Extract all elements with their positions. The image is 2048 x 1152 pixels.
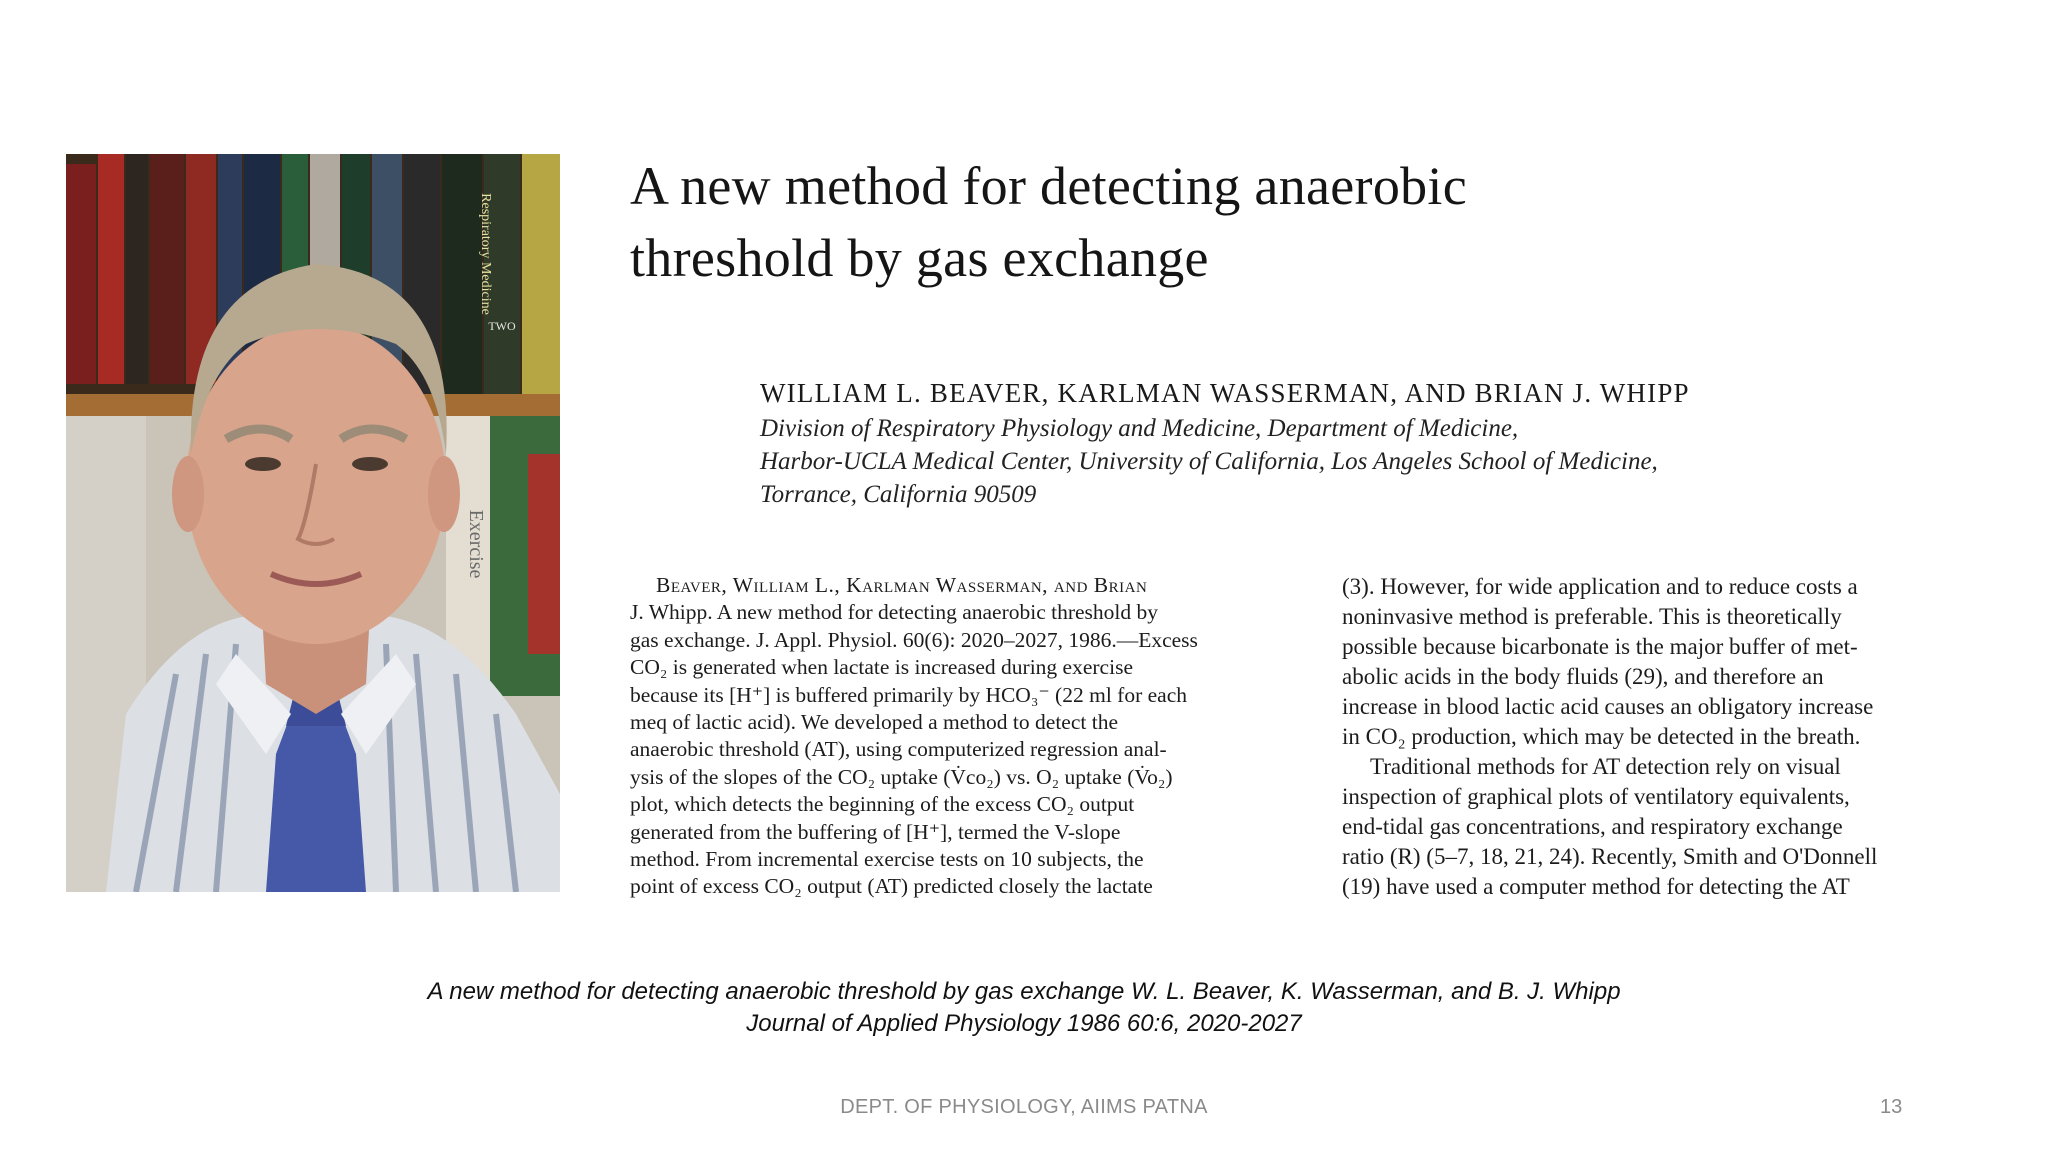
abstract-line: J. Whipp. A new method for detecting anaerobic threshold by (630, 600, 1159, 625)
abstract-line: generated from the buffering of [H⁺], termed the V-slope (630, 819, 1121, 844)
body-line: possible because bicarbonate is the major buffer of met- (1342, 634, 1858, 659)
body-column (1342, 572, 2030, 902)
affiliation-line: Division of Respiratory Physiology and Medicine, Department of Medicine, (760, 415, 1519, 442)
body-line: end-tidal gas concentrations, and respiratory exchange (1342, 814, 1843, 839)
abstract-line: ysis of the slopes of the CO₂ uptake (V̇co₂) vs. O₂ uptake (V̇o₂) (630, 764, 1173, 789)
body-line: (3). However, for wide application and to reduce costs a (1342, 574, 1858, 599)
paper-title-line: A new method for detecting anaerobic (630, 156, 1467, 216)
abstract-line: method. From incremental exercise tests on 10 subjects, the (630, 847, 1144, 872)
paper-affiliation (760, 412, 1658, 511)
body-line: (19) have used a computer method for detecting the AT (1342, 874, 1850, 899)
body-line: ratio (R) (5–7, 18, 21, 24). Recently, Smith and O'Donnell (1342, 844, 1878, 869)
abstract-line: anaerobic threshold (AT), using computerized regression anal- (630, 737, 1167, 762)
body-line: Traditional methods for AT detection rely on visual (1370, 754, 1841, 779)
paper-title-line: threshold by gas exchange (630, 228, 1209, 288)
affiliation-line: Torrance, California 90509 (760, 481, 1037, 508)
abstract-line: gas exchange. J. Appl. Physiol. 60(6): 2020–2027, 1986.—Excess (630, 627, 1198, 652)
paper-excerpt (630, 140, 2030, 910)
body-line: inspection of graphical plots of ventilatory equivalents, (1342, 784, 1850, 809)
citation-caption (0, 976, 2048, 1040)
abstract-line: meq of lactic acid). We developed a method to detect the (630, 710, 1118, 735)
paper-authors: WILLIAM L. BEAVER, KARLMAN WASSERMAN, AND BRIAN J. WHIPP (760, 378, 1690, 408)
slide-number: 13 (1880, 1096, 1903, 1118)
footer-department: DEPT. OF PHYSIOLOGY, AIIMS PATNA (840, 1096, 1208, 1118)
paper-title (630, 150, 1467, 294)
book-spine-text: TWO (488, 319, 516, 333)
abstract-line: CO₂ is generated when lactate is increased during exercise (630, 655, 1133, 680)
body-line: noninvasive method is preferable. This is theoretically (1342, 604, 1842, 629)
caption-line: A new method for detecting anaerobic threshold by gas exchange W. L. Beaver, K. Wasserman, and B. J. Whipp (427, 978, 1621, 1005)
abstract-line: point of excess CO₂ output (AT) predicted closely the lactate (630, 874, 1153, 899)
author-photo (66, 154, 560, 892)
body-line: increase in blood lactic acid causes an obligatory increase (1342, 694, 1874, 719)
book-spine-text: Respiratory Medicine (478, 193, 493, 315)
book-spine-text: Exercise (465, 509, 487, 579)
caption-line: Journal of Applied Physiology 1986 60:6, 2020-2027 (746, 1010, 1302, 1037)
affiliation-line: Harbor-UCLA Medical Center, University of California, Los Angeles School of Medicine, (760, 448, 1658, 475)
abstract-line: because its [H⁺] is buffered primarily by HCO₃⁻ (22 ml for each (630, 682, 1187, 707)
body-line: abolic acids in the body fluids (29), and therefore an (1342, 664, 1824, 689)
abstract-line: Beaver, William L., Karlman Wasserman, and Brian (656, 573, 1148, 597)
abstract-line: plot, which detects the beginning of the excess CO₂ output (630, 792, 1135, 817)
abstract-column (630, 572, 1310, 901)
body-line: in CO₂ production, which may be detected in the breath. (1342, 724, 1861, 749)
